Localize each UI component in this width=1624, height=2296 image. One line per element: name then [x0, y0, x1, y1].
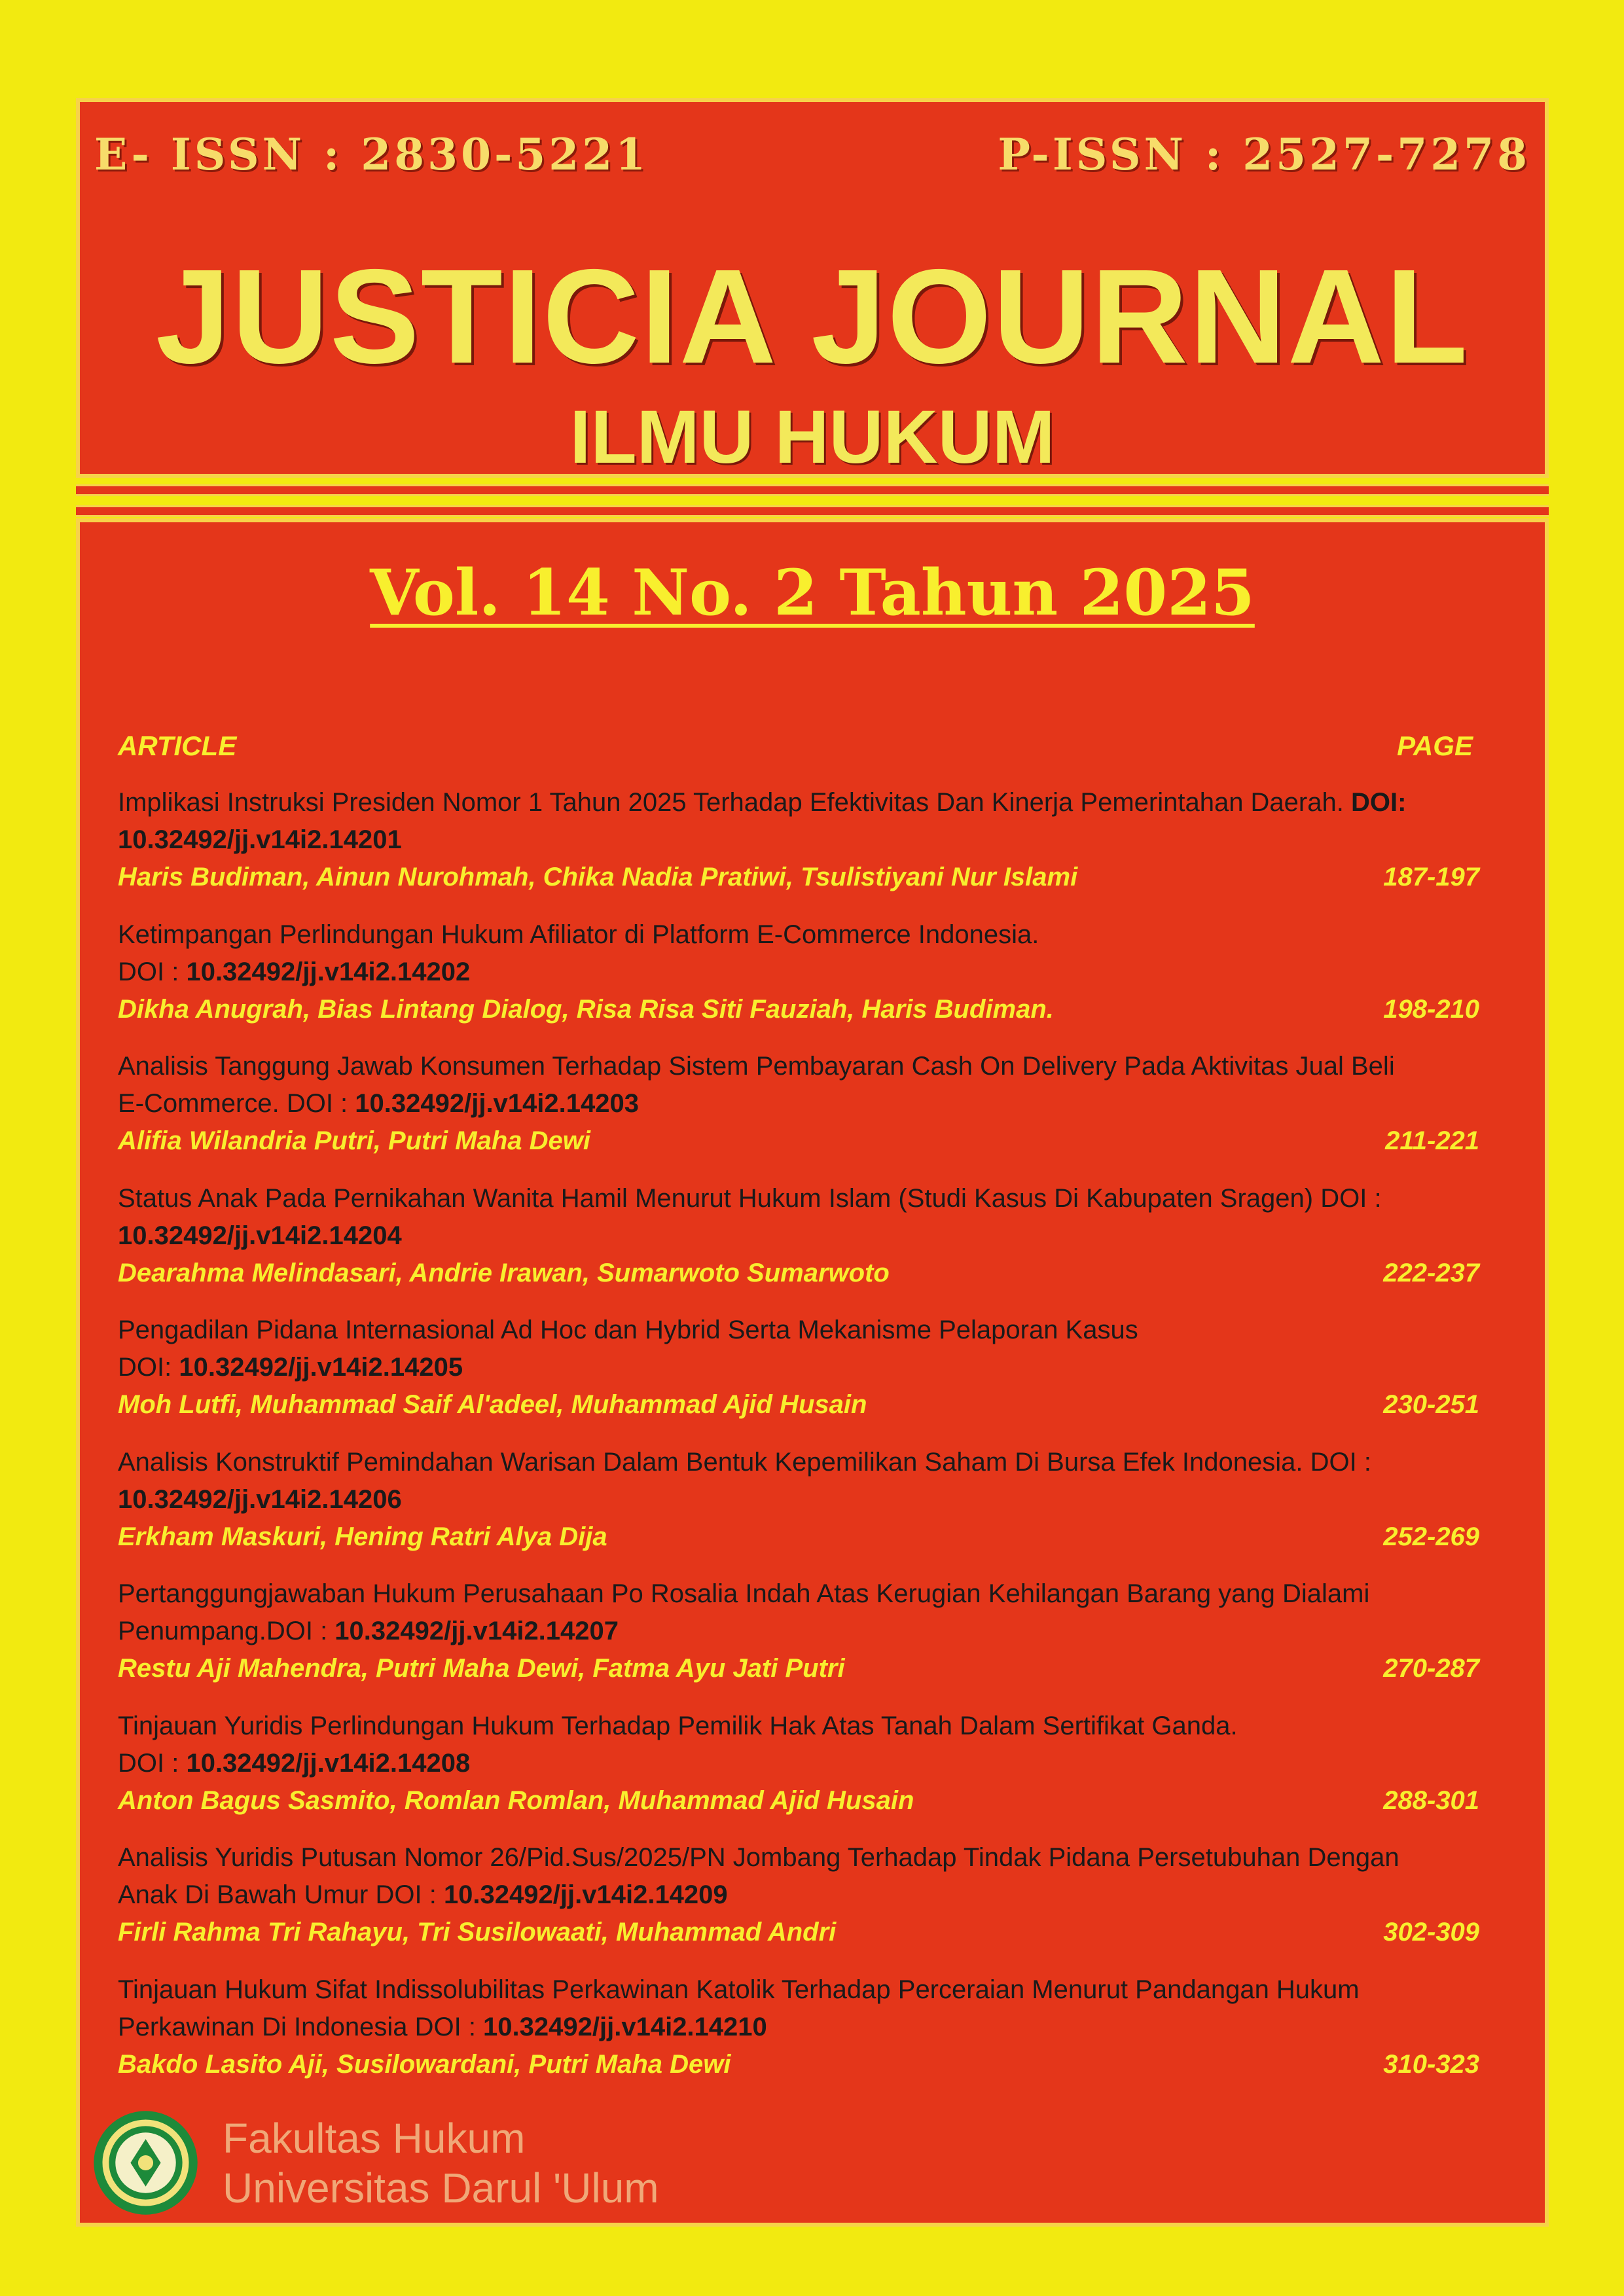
article-title: Analisis Konstruktif Pemindahan Warisan Dalam Bentuk Kepemilikan Saham Di Bursa Efek Indonesia. DOI : 10.32492/jj.v14i2.14206 — [118, 1447, 1371, 1514]
doi-link[interactable]: 10.32492/jj.v14i2.14201 — [118, 825, 402, 854]
table-of-contents-panel — [76, 518, 1549, 2227]
article-item[interactable] — [118, 1708, 1479, 1840]
doi-link[interactable]: 10.32492/jj.v14i2.14203 — [355, 1089, 639, 1118]
journal-subtitle: ILMU HUKUM — [569, 395, 1055, 479]
journal-title: JUSTICIA JOURNAL — [155, 242, 1470, 391]
article-pages: 198-210 — [1383, 994, 1479, 1024]
university-logo-icon — [92, 2109, 200, 2217]
e-issn: E- ISSN : 2830-5221 — [94, 129, 649, 180]
doi-label: DOI : — [118, 957, 187, 986]
article-authors: Haris Budiman, Ainun Nurohmah, Chika Nadia Pratiwi, Tsulistiyani Nur Islami — [118, 863, 1078, 891]
article-item[interactable] — [118, 916, 1479, 1049]
doi-label: DOI : — [1320, 1183, 1382, 1213]
header-divider-bottom — [76, 505, 1549, 517]
article-authors: Erkham Maskuri, Hening Ratri Alya Dija — [118, 1522, 607, 1551]
journal-header — [76, 98, 1549, 478]
article-authors: Alifia Wilandria Putri, Putri Maha Dewi — [118, 1126, 590, 1155]
article-item[interactable] — [118, 1971, 1479, 2104]
article-authors: Dearahma Melindasari, Andrie Irawan, Sumarwoto Sumarwoto — [118, 1258, 890, 1287]
article-title: Analisis Tanggung Jawab Konsumen Terhadap Sistem Pembayaran Cash On Delivery Pada Aktivitas Jual Beli E-Commerce. DOI : 10.32492/jj.v14i2.14203 — [118, 1052, 1395, 1118]
doi-link[interactable]: 10.32492/jj.v14i2.14209 — [443, 1880, 728, 1909]
doi-link[interactable]: 10.32492/jj.v14i2.14206 — [118, 1484, 402, 1514]
article-title: Analisis Yuridis Putusan Nomor 26/Pid.Sus/2025/PN Jombang Terhadap Tindak Pidana Persetubuhan Dengan Anak Di Bawah Umur DOI : 10.32492/jj.v14i2.14209 — [118, 1843, 1399, 1909]
article-pages: 230-251 — [1383, 1390, 1479, 1419]
doi-label: DOI: — [118, 1353, 179, 1382]
article-column-header: ARTICLE — [118, 730, 237, 761]
article-title: Pengadilan Pidana Internasional Ad Hoc dan Hybrid Serta Mekanisme Pelaporan Kasus DOI: 10.32492/jj.v14i2.14205 — [118, 1316, 1138, 1382]
article-item[interactable] — [118, 1048, 1479, 1180]
article-item[interactable] — [118, 1312, 1479, 1444]
issue-volume-text: Vol. 14 No. 2 Tahun 2025 — [370, 556, 1255, 630]
article-list — [118, 784, 1479, 2103]
doi-link[interactable]: 10.32492/jj.v14i2.14202 — [186, 957, 471, 986]
article-pages: 270-287 — [1383, 1654, 1479, 1683]
page-column-header: PAGE — [1397, 730, 1473, 761]
doi-link[interactable]: 10.32492/jj.v14i2.14208 — [186, 1748, 471, 1778]
article-title: Pertanggungjawaban Hukum Perusahaan Po Rosalia Indah Atas Kerugian Kehilangan Barang yang Dialami Penumpang.DOI : 10.32492/jj.v14i2.14207 — [118, 1579, 1370, 1645]
article-authors: Bakdo Lasito Aji, Susilowardani, Putri Maha Dewi — [118, 2049, 731, 2079]
article-authors: Firli Rahma Tri Rahayu, Tri Susilowaati, Muhammad Andri — [118, 1918, 837, 1946]
article-pages: 302-309 — [1383, 1918, 1479, 1946]
article-authors: Moh Lutfi, Muhammad Saif Al'adeel, Muhammad Ajid Husain — [118, 1390, 867, 1419]
doi-link[interactable]: 10.32492/jj.v14i2.14210 — [483, 2012, 767, 2041]
faculty-name: Fakultas Hukum — [223, 2115, 526, 2162]
article-pages: 288-301 — [1383, 1785, 1479, 1815]
doi-link[interactable]: 10.32492/jj.v14i2.14204 — [118, 1221, 402, 1250]
doi-label: DOI : — [286, 1089, 355, 1118]
article-pages: 310-323 — [1383, 2049, 1479, 2079]
doi-label: DOI: — [1350, 788, 1407, 817]
article-item[interactable] — [118, 784, 1479, 916]
doi-link[interactable]: 10.32492/jj.v14i2.14205 — [179, 1353, 463, 1382]
article-authors: Restu Aji Mahendra, Putri Maha Dewi, Fatma Ayu Jati Putri — [118, 1654, 845, 1683]
article-item[interactable] — [118, 1180, 1479, 1312]
article-title: Status Anak Pada Pernikahan Wanita Hamil Menurut Hukum Islam (Studi Kasus Di Kabupaten Sragen) DOI : 10.32492/jj.v14i2.14204 — [118, 1183, 1382, 1250]
header-divider-top — [76, 484, 1549, 496]
p-issn: P-ISSN : 2527-7278 — [998, 129, 1530, 180]
article-pages: 252-269 — [1383, 1522, 1479, 1551]
article-title: Implikasi Instruksi Presiden Nomor 1 Tahun 2025 Terhadap Efektivitas Dan Kinerja Pemerintahan Daerah. DOI: 10.32492/jj.v14i2.14201 — [118, 788, 1407, 854]
university-name: Universitas Darul 'Ulum — [223, 2164, 659, 2212]
article-pages: 187-197 — [1383, 863, 1479, 891]
article-pages: 222-237 — [1383, 1258, 1479, 1287]
doi-label: DOI : — [414, 2012, 484, 2041]
doi-label: DOI : — [375, 1880, 444, 1909]
article-item[interactable] — [118, 1444, 1479, 1576]
doi-label: DOI : — [118, 1748, 187, 1778]
doi-label: DOI : — [266, 1617, 335, 1645]
faculty-footer — [92, 2102, 746, 2220]
article-pages: 211-221 — [1385, 1126, 1479, 1155]
article-title: Ketimpangan Perlindungan Hukum Afiliator di Platform E-Commerce Indonesia. DOI : 10.32492/jj.v14i2.14202 — [118, 920, 1039, 986]
doi-link[interactable]: 10.32492/jj.v14i2.14207 — [334, 1617, 619, 1645]
article-title: Tinjauan Hukum Sifat Indissolubilitas Perkawinan Katolik Terhadap Perceraian Menurut Pandangan Hukum Perkawinan Di Indonesia DOI : 10.32492/jj.v14i2.14210 — [118, 1975, 1360, 2041]
article-item[interactable] — [118, 1575, 1479, 1708]
doi-label: DOI : — [1310, 1447, 1371, 1477]
article-authors: Dikha Anugrah, Bias Lintang Dialog, Risa Risa Siti Fauziah, Haris Budiman. — [118, 994, 1054, 1024]
issue-volume — [80, 558, 1545, 628]
article-authors: Anton Bagus Sasmito, Romlan Romlan, Muhammad Ajid Husain — [118, 1785, 914, 1815]
article-item[interactable] — [118, 1839, 1479, 1971]
article-title: Tinjauan Yuridis Perlindungan Hukum Terhadap Pemilik Hak Atas Tanah Dalam Sertifikat Ganda. DOI : 10.32492/jj.v14i2.14208 — [118, 1711, 1238, 1778]
